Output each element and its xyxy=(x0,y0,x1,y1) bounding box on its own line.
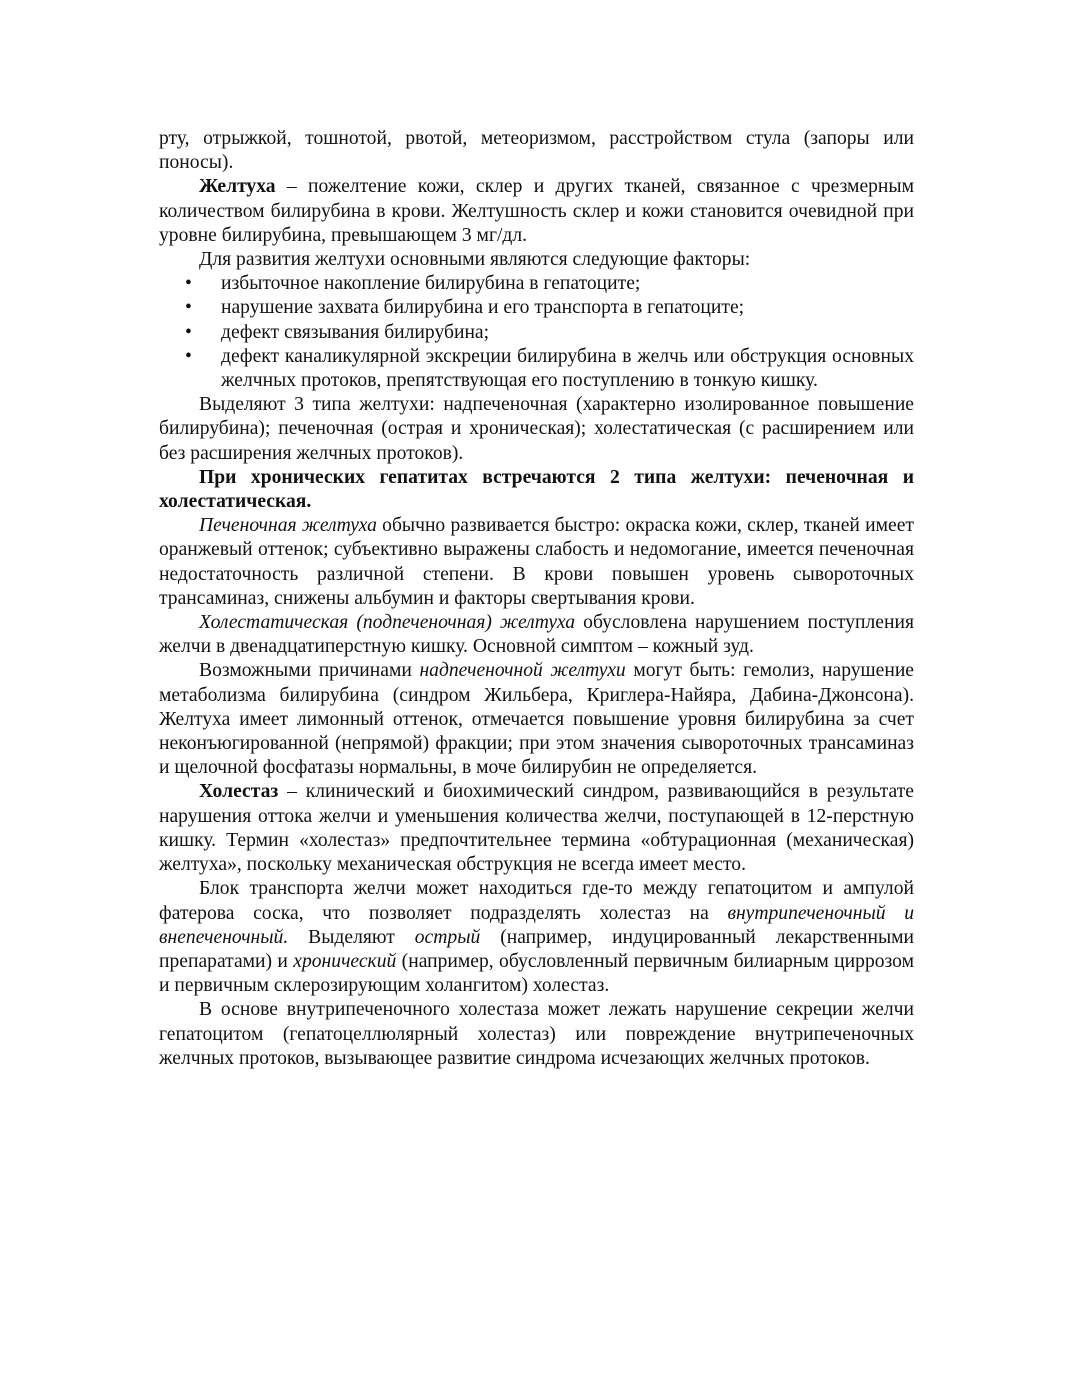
list-item-text: нарушение захвата билирубина и его транспорта в гепатоците; xyxy=(221,297,745,319)
list-item-text: дефект каналикулярной экскреции билирубина в желчь или обструкция основных желчных протоков, препятствующая его поступлению в тонкую кишку. xyxy=(221,345,914,392)
bullet-icon: • xyxy=(185,345,192,367)
term-hepatic-jaundice: Печеночная желтуха xyxy=(199,515,377,537)
paragraph-bile-transport-block xyxy=(159,877,914,998)
term-intra-extra-hepatic: внутрипеченочный и внепеченочный. xyxy=(159,902,914,948)
paragraph-prehepatic-causes xyxy=(159,659,914,780)
paragraph-hepatic-jaundice xyxy=(159,514,914,611)
factors-list xyxy=(159,272,914,393)
document-page xyxy=(159,127,914,1071)
paragraph-intrahepatic-cholestasis: В основе внутрипеченочного холестаза может лежать нарушение секреции желчи гепатоцитом (гепатоцеллюлярный холестаз) или повреждение внутрипеченочных желчных протоков, вызывающее развитие синдрома исчезающих желчных протоков. xyxy=(159,999,914,1069)
paragraph-jaundice-definition xyxy=(159,175,914,248)
paragraph-text: Блок транспорта желчи может находиться где-то между гепатоцитом и ампулой фатерова соска, что позволяет подразделять холестаз на xyxy=(159,878,914,924)
paragraph-jaundice-types: Выделяют 3 типа желтухи: надпеченочная (характерно изолированное повышение билирубина); печеночная (острая и хроническая); холестатическая (с расширением или без расширения желчных протоков). xyxy=(159,394,914,464)
paragraph-text: – клинический и биохимический синдром, развивающийся в результате нарушения оттока желчи и уменьшения количества желчи, поступающей в 12-перстную кишку. Термин «холестаз» предпочтительнее термина «обтурационная (механическая) желтуха», поскольку механическая обструкция не всегда имеет место. xyxy=(159,781,914,876)
paragraph-text: Возможными причинами xyxy=(199,660,420,682)
definition-text: – пожелтение кожи, склер и других тканей, связанное с чрезмерным количеством билирубина в крови. Желтушность склер и кожи становится очевидной при уровне билирубина, превышающем 3 мг/дл. xyxy=(159,176,914,246)
term-cholestatic-jaundice: Холестатическая (подпеченочная) желтуха xyxy=(199,612,576,634)
paragraph-text: (например, обусловленный первичным билиарным циррозом и первичным склерозирующим холангитом) холестаз. xyxy=(159,950,914,997)
list-item-text: дефект связывания билирубина; xyxy=(221,321,490,343)
term-chronic: хронический xyxy=(293,950,397,972)
paragraph-text: могут быть: гемолиз, нарушение метаболизма билирубина (синдром Жильбера, Криглера-Найяра, Дабина-Джонсона). Желтуха имеет лимонный оттенок, отмечается повышение уровня билирубина за счет неконъюгированной (непрямой) фракции; при этом значения сывороточных трансаминаз и щелочной фосфатазы нормальны, в моче билирубин не определяется. xyxy=(159,660,915,779)
paragraph-text: обычно развивается быстро: окраска кожи, склер, тканей имеет оранжевый оттенок; субъективно выражены слабость и недомогание, имеется печеночная недостаточность различной степени. В крови повышен уровень сывороточных трансаминаз, снижены альбумин и факторы свертывания крови. xyxy=(159,515,914,609)
paragraph-continuation: рту, отрыжкой, тошнотой, рвотой, метеоризмом, расстройством стула (запоры или поносы). xyxy=(159,128,914,174)
paragraph-cholestasis-definition xyxy=(159,780,914,877)
list-item xyxy=(159,296,914,320)
term-acute: острый xyxy=(414,926,481,948)
paragraph-chronic-hepatitis-note: При хронических гепатитах встречаются 2 типа желтухи: печеночная и холестатическая. xyxy=(159,466,914,513)
bullet-icon: • xyxy=(185,297,192,319)
paragraph-text: (например, индуцированный лекарственными препаратами) и xyxy=(159,926,914,972)
list-item xyxy=(159,345,914,393)
paragraph-cholestatic-jaundice xyxy=(159,611,914,659)
term-prehepatic-jaundice: надпеченочной желтухи xyxy=(419,660,626,682)
list-item xyxy=(159,272,914,296)
term-jaundice: Желтуха xyxy=(199,176,276,198)
term-cholestasis: Холестаз xyxy=(199,781,279,803)
paragraph-text: Выделяют xyxy=(288,926,415,948)
paragraph-factors-intro: Для развития желтухи основными являются следующие факторы: xyxy=(199,249,751,271)
bullet-icon: • xyxy=(185,321,192,343)
list-item xyxy=(159,321,914,345)
bullet-icon: • xyxy=(185,273,192,295)
list-item-text: избыточное накопление билирубина в гепатоците; xyxy=(221,273,641,295)
paragraph-text: обусловлена нарушением поступления желчи в двенадцатиперстную кишку. Основной симптом – кожный зуд. xyxy=(159,612,914,658)
